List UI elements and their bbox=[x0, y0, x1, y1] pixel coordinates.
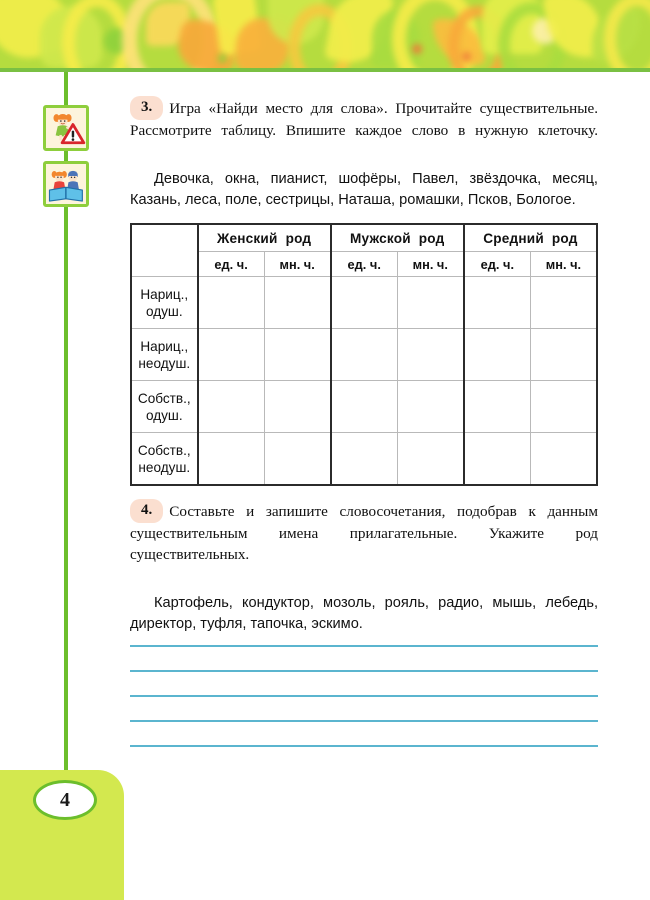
row-label-proper-inanimate bbox=[131, 433, 198, 486]
exercise-3-prompt bbox=[130, 96, 598, 162]
table-row bbox=[131, 329, 597, 381]
table-cell-masc-sg[interactable] bbox=[331, 433, 398, 486]
header-word-2: род bbox=[551, 230, 578, 246]
writing-line[interactable] bbox=[130, 745, 598, 747]
writing-line[interactable] bbox=[130, 695, 598, 697]
table-cell-fem-pl[interactable] bbox=[264, 329, 331, 381]
header-word-2: род bbox=[285, 230, 312, 246]
table-cell-fem-sg[interactable] bbox=[198, 381, 265, 433]
row-label-line-2: неодуш. bbox=[138, 355, 191, 371]
table-cell-masc-sg[interactable] bbox=[331, 277, 398, 329]
table-cell-fem-pl[interactable] bbox=[264, 381, 331, 433]
table-header-masc-singular: ед. ч. bbox=[331, 252, 398, 277]
table-header-row-genders bbox=[131, 224, 597, 252]
row-label-line-2: неодуш. bbox=[138, 459, 191, 475]
decorative-header-banner bbox=[0, 0, 650, 68]
table-cell-masc-sg[interactable] bbox=[331, 381, 398, 433]
row-label-line-1: Собств., bbox=[137, 442, 191, 458]
table-header-row-numbers bbox=[131, 252, 597, 277]
table-header-neuter bbox=[464, 224, 597, 252]
row-label-line-2: одуш. bbox=[145, 407, 183, 423]
table-cell-neut-pl[interactable] bbox=[530, 433, 597, 486]
table-cell-neut-sg[interactable] bbox=[464, 277, 531, 329]
table-row bbox=[131, 433, 597, 486]
table-header-masc-plural: мн. ч. bbox=[397, 252, 464, 277]
children-reading-icon[interactable] bbox=[43, 161, 89, 207]
writing-line[interactable] bbox=[130, 645, 598, 647]
table-cell-neut-sg[interactable] bbox=[464, 329, 531, 381]
table-header-masculine bbox=[331, 224, 464, 252]
writing-line[interactable] bbox=[130, 720, 598, 722]
page-number-text: 4 bbox=[60, 788, 70, 811]
row-label-common-animate bbox=[131, 277, 198, 329]
exercise-4-prompt-text: Составьте и запишите словосочетания, подобрав к данным существительным имена прилагательные. Укажите род существительных. bbox=[130, 503, 598, 563]
header-word-2: род bbox=[418, 230, 445, 246]
row-label-common-inanimate bbox=[131, 329, 198, 381]
page-number-badge bbox=[33, 780, 97, 820]
table-cell-masc-pl[interactable] bbox=[397, 277, 464, 329]
row-label-proper-animate bbox=[131, 381, 198, 433]
table-cell-masc-pl[interactable] bbox=[397, 433, 464, 486]
children-reading-glyph bbox=[46, 164, 86, 204]
banner-bottom-rule bbox=[0, 68, 650, 72]
table-head bbox=[131, 224, 597, 277]
table-header-fem-singular: ед. ч. bbox=[198, 252, 265, 277]
row-label-line-1: Собств., bbox=[137, 390, 191, 406]
table-cell-neut-pl[interactable] bbox=[530, 381, 597, 433]
row-label-line-2: одуш. bbox=[145, 303, 183, 319]
banner-blob bbox=[462, 52, 471, 61]
banner-blob bbox=[604, 0, 650, 68]
table-header-feminine bbox=[198, 224, 331, 252]
table-corner-cell bbox=[131, 224, 198, 277]
exercise-3 bbox=[130, 96, 598, 211]
table-cell-neut-sg[interactable] bbox=[464, 381, 531, 433]
table-header-fem-plural: мн. ч. bbox=[264, 252, 331, 277]
table-row bbox=[131, 277, 597, 329]
exercise-4-wordlist: Картофель, кондуктор, мозоль, рояль, радио, мышь, лебедь, директор, туфля, тапочка, эскимо. bbox=[130, 595, 598, 632]
exercise-4 bbox=[130, 499, 598, 635]
table-cell-neut-sg[interactable] bbox=[464, 433, 531, 486]
page-content bbox=[130, 96, 598, 635]
table-cell-fem-sg[interactable] bbox=[198, 433, 265, 486]
answer-writing-lines bbox=[130, 645, 598, 770]
table-cell-masc-sg[interactable] bbox=[331, 329, 398, 381]
table-row bbox=[131, 381, 597, 433]
exercise-3-number: 3. bbox=[130, 96, 163, 120]
table-cell-neut-pl[interactable] bbox=[530, 277, 597, 329]
table-header-neut-singular: ед. ч. bbox=[464, 252, 531, 277]
exercise-4-prompt bbox=[130, 499, 598, 586]
banner-blob bbox=[218, 54, 227, 63]
row-label-line-1: Нариц., bbox=[140, 338, 189, 354]
table-cell-fem-pl[interactable] bbox=[264, 277, 331, 329]
gender-number-table[interactable] bbox=[130, 223, 598, 486]
table-cell-fem-sg[interactable] bbox=[198, 329, 265, 381]
exercise-4-number: 4. bbox=[130, 499, 163, 523]
header-word-1: Женский bbox=[217, 230, 278, 246]
writing-line[interactable] bbox=[130, 670, 598, 672]
table-cell-masc-pl[interactable] bbox=[397, 329, 464, 381]
table-cell-masc-pl[interactable] bbox=[397, 381, 464, 433]
banner-blob bbox=[412, 44, 422, 54]
table-cell-fem-pl[interactable] bbox=[264, 433, 331, 486]
table-body bbox=[131, 277, 597, 486]
table-cell-neut-pl[interactable] bbox=[530, 329, 597, 381]
header-word-1: Средний bbox=[483, 230, 544, 246]
row-label-line-1: Нариц., bbox=[140, 286, 189, 302]
attention-girl-icon[interactable] bbox=[43, 105, 89, 151]
exercise-3-wordlist: Девочка, окна, пианист, шофёры, Павел, звёздочка, месяц, Казань, леса, поле, сестрицы, Наташа, ромашки, Псков, Бологое. bbox=[130, 171, 598, 208]
table-cell-fem-sg[interactable] bbox=[198, 277, 265, 329]
header-word-1: Мужской bbox=[350, 230, 411, 246]
exercise-3-prompt-text: Игра «Найди место для слова». Прочитайте существительные. Рассмотрите таблицу. Впишите каждое слово в нужную клеточку. bbox=[130, 100, 598, 139]
attention-girl-glyph bbox=[46, 108, 86, 148]
table-header-neut-plural: мн. ч. bbox=[530, 252, 597, 277]
